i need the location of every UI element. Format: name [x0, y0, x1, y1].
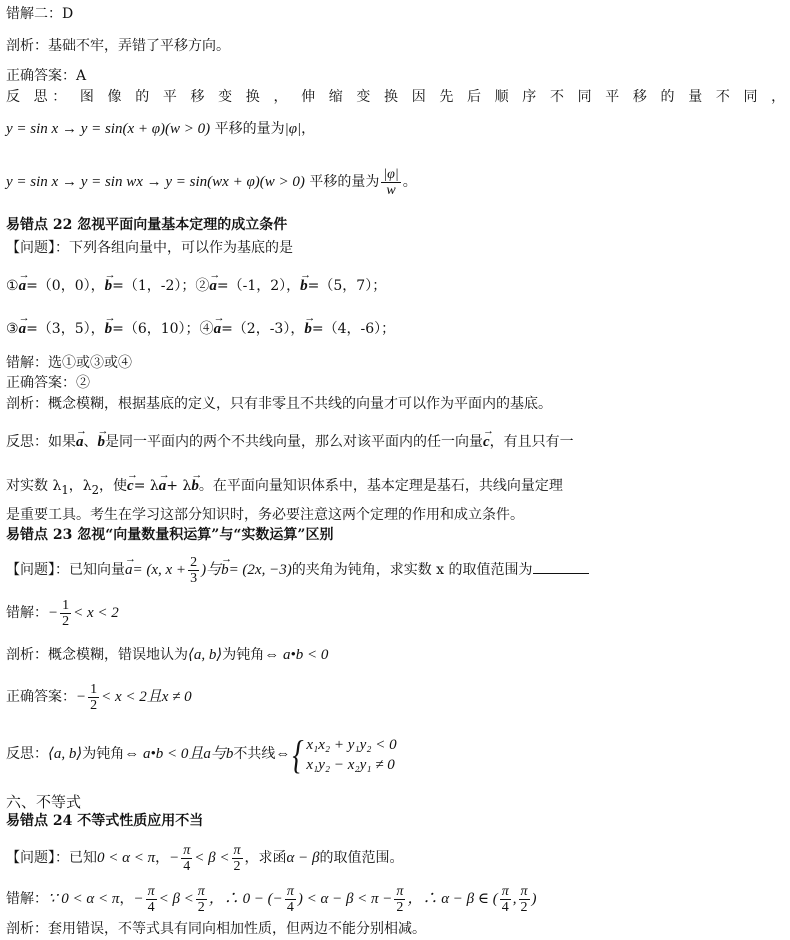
math: < x < 2	[73, 605, 119, 621]
fraction	[196, 884, 207, 915]
numerator: π	[520, 883, 528, 899]
wrong-solution-24	[6, 882, 632, 916]
wrong-solution-2: 错解二：D	[6, 6, 74, 22]
vector-b: → b	[105, 276, 113, 296]
reflection-22c: 是重要工具。考生在学习这部分知识时，务必要注意这两个定理的作用和成立条件。	[6, 507, 524, 523]
reflection-1: 反 思： 图 像 的 平 移 变 换 ， 伸 缩 变 换 因 先 后 顺 序 不 同 平 移 的 量 不 同 ，	[6, 89, 790, 105]
numerator: 1	[90, 681, 98, 697]
math: ⇔ a•b < 0	[264, 647, 329, 663]
math: −	[133, 891, 144, 907]
section-heading-24: 易错点 24 不等式性质应用不当	[6, 813, 204, 829]
formula-2-math: y = sin x → y = sin wx → y = sin(wx + φ)(w > 0)	[6, 174, 305, 190]
vector-b: → b	[300, 276, 308, 296]
numerator: 1	[62, 597, 70, 613]
analysis-1: 剖析：基础不牢，弄错了平移方向。	[6, 38, 230, 54]
fraction	[188, 555, 199, 586]
vector-value: =（4，-6）；	[311, 321, 396, 337]
math: −	[48, 605, 59, 621]
vector-a: → a	[76, 432, 84, 452]
numerator: π	[501, 883, 509, 899]
text: 是同一平面内的两个不共线向量，那么对该平面内的任一向量	[105, 434, 483, 450]
numerator: π	[147, 883, 155, 899]
vector-c: → c	[483, 432, 490, 452]
analysis-22: 剖析：概念模糊，根据基底的定义，只有非零且不共线的向量才可以作为平面内的基底。	[6, 396, 552, 412]
numerator: π	[396, 883, 404, 899]
text: ，λ	[68, 478, 92, 494]
wrong-solution-22: 错解：选①或③或④	[6, 355, 132, 371]
denominator: 2	[197, 899, 205, 915]
denominator: 4	[147, 899, 155, 915]
numerator: π	[286, 883, 294, 899]
text: ，有且只有一	[489, 434, 574, 450]
analysis-24: 剖析：套用错误，不等式具有同向相加性质，但两边不能分别相减。	[6, 921, 426, 937]
denominator: 4	[501, 899, 509, 915]
system-row: x₁y₂ − x₂y₁ ≠ 0	[306, 756, 395, 773]
fraction	[232, 843, 243, 874]
chapter-heading-6: 六、不等式	[6, 793, 82, 811]
formula-2-den: w	[386, 182, 396, 198]
math: )	[531, 891, 537, 907]
formula-2-num: |φ|	[383, 166, 399, 182]
section-heading-22: 易错点 22 忽视平面向量基本定理的成立条件	[6, 217, 288, 233]
denominator: 2	[90, 697, 98, 713]
opt-label: ③	[6, 321, 19, 337]
text: 。在平面向量知识体系中，基本定理是基石，共线向量定理	[198, 478, 563, 494]
text: 错解：	[6, 605, 48, 621]
vector-value: =（1，-2）；②	[112, 278, 210, 294]
denominator: 4	[286, 899, 294, 915]
formula-1-math: y = sin x → y = sin(x + φ)(w > 0)	[6, 121, 211, 137]
opt-label: ①	[6, 278, 19, 294]
text: 反思：如果	[6, 434, 76, 450]
fraction	[88, 682, 99, 713]
numerator: 2	[190, 554, 198, 570]
vector-b: → b	[304, 319, 312, 339]
denominator: 2	[520, 899, 528, 915]
text: 的取值范围。	[319, 850, 404, 866]
vector-value: =（6，10）；④	[112, 321, 214, 337]
math: α − β	[286, 850, 320, 866]
vector-a: → a	[19, 319, 27, 339]
fraction	[146, 884, 157, 915]
vector-value: =（5，7）；	[307, 278, 387, 294]
formula-2-fraction	[381, 167, 400, 198]
math: ，∴ 0 − (−	[208, 891, 283, 907]
correct-answer-22: 正确答案：②	[6, 375, 90, 391]
formula-2-text: 平移的量为	[309, 174, 380, 190]
reflection-22b	[6, 476, 632, 500]
math: = (2x, −3)	[228, 562, 292, 578]
formula-1-text: 平移的量为	[214, 121, 285, 137]
math: ∵ 0 < α < π	[48, 891, 120, 907]
vector-b: → b	[98, 432, 106, 452]
text: 为钝角	[222, 647, 265, 663]
vector-value: =（0，0），	[26, 278, 105, 294]
vector-value: =（-1，2），	[216, 278, 301, 294]
question-23	[6, 553, 632, 587]
formula-1-abs: |φ|	[284, 121, 302, 137]
math: = (x, x +	[132, 562, 187, 578]
denominator: 2	[396, 899, 404, 915]
math: < β <	[194, 850, 230, 866]
text: 剖析：概念模糊，错误地认为	[6, 647, 188, 663]
math: −	[169, 850, 180, 866]
math: )与	[201, 562, 222, 578]
text: 错解：	[6, 891, 48, 907]
text: 对实数 λ	[6, 478, 62, 494]
numerator: π	[197, 883, 205, 899]
text: 、	[83, 434, 98, 450]
question-22: 【问题】：下列各组向量中，可以作为基底的是	[6, 240, 293, 256]
analysis-23	[6, 645, 632, 665]
fraction	[519, 884, 530, 915]
fraction	[285, 884, 296, 915]
text: 为钝角	[82, 746, 125, 762]
answer-blank	[533, 559, 589, 574]
formula-2-end: 。	[402, 174, 417, 190]
vector-a: → a	[125, 553, 133, 587]
text: ，求函	[244, 850, 287, 866]
vector-a: → a	[214, 319, 222, 339]
vector-a: → a	[209, 276, 217, 296]
correct-answer-23	[6, 680, 632, 714]
numerator: π	[233, 842, 241, 858]
math: ⟨a, b⟩	[188, 647, 223, 663]
denominator: 2	[233, 858, 241, 874]
system-row: x₁x₂ + y₁y₂ < 0	[306, 736, 397, 753]
math: 0 < α < π	[97, 850, 156, 866]
reflection-23	[6, 732, 632, 776]
fraction	[394, 884, 405, 915]
options-1-2	[6, 276, 632, 296]
text: 正确答案：	[6, 689, 76, 705]
subscript: 1	[61, 482, 69, 497]
formula-1-end: ，	[301, 121, 316, 137]
math: ⇔	[275, 746, 291, 762]
text: 的夹角为钝角，求实数 x 的取值范围为	[291, 562, 533, 578]
denominator: 3	[190, 570, 198, 586]
math: ⇔ a•b < 0且a与b	[124, 746, 234, 762]
math: ) < α − β < π −	[297, 891, 393, 907]
denominator: 4	[183, 858, 191, 874]
math: < x < 2且x ≠ 0	[101, 689, 192, 705]
text: ，使	[99, 478, 128, 494]
fraction	[60, 598, 71, 629]
equation-system	[290, 732, 396, 776]
correct-answer-1: 正确答案：A	[6, 68, 87, 84]
vector-value: =（2，-3），	[221, 321, 305, 337]
text: + λ	[166, 478, 192, 494]
numerator: π	[183, 842, 191, 858]
denominator: 2	[62, 613, 70, 629]
reflection-22a	[6, 432, 632, 452]
vector-b: → b	[221, 553, 229, 587]
vector-b: → b	[191, 476, 199, 496]
text: 反思：	[6, 746, 48, 762]
text: 【问题】：已知向量	[6, 562, 125, 578]
text: ，	[155, 850, 170, 866]
vector-a: → a	[159, 476, 167, 496]
vector-a: → a	[19, 276, 27, 296]
question-24	[6, 841, 632, 875]
math: ,	[512, 891, 517, 907]
fraction	[500, 884, 511, 915]
subscript: 2	[91, 482, 100, 497]
math: ，∴ α − β ∈ (	[407, 891, 498, 907]
options-3-4	[6, 319, 632, 339]
math: < β <	[158, 891, 194, 907]
section-heading-23: 易错点 23 忽视“向量数量积运算”与“实数运算”区别	[6, 527, 334, 543]
text: 不共线	[233, 746, 276, 762]
fraction	[181, 843, 192, 874]
text: 【问题】：已知	[6, 850, 97, 866]
formula-shift-1	[6, 119, 632, 139]
vector-value: =（3，5），	[26, 321, 105, 337]
brace-icon: {	[292, 731, 304, 777]
math: ⟨a, b⟩	[48, 746, 83, 762]
text: = λ	[133, 478, 159, 494]
formula-shift-2	[6, 165, 632, 199]
vector-b: → b	[105, 319, 113, 339]
vector-c: → c	[127, 476, 134, 496]
math: −	[76, 689, 87, 705]
text: ，	[119, 891, 134, 907]
wrong-solution-23	[6, 596, 632, 630]
